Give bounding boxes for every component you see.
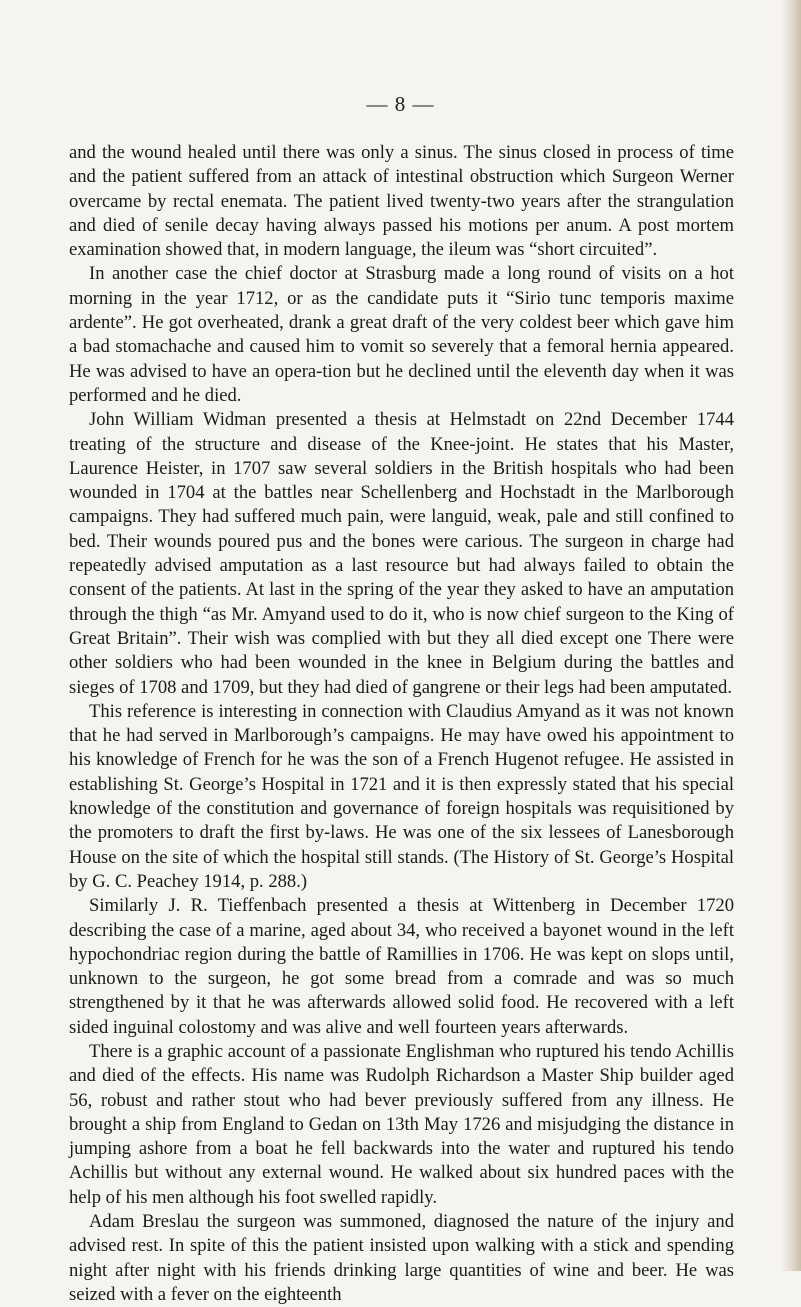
paragraph-6: There is a graphic account of a passionate Englishman who ruptured his tendo Achillis and died of the effects. His name was Rudolph Richardson a Master Ship builder aged 56, robust and rather stout who had bever previously suffered from any illness. He brought a ship from England to Gedan on 13th May 1726 and misjudging the distance in jumping ashore from a boat he fell backwards into the water and ruptured his tendo Achillis but without any external wound. He walked about six hundred paces with the help of his men although his foot swelled rapidly.	[69, 1040, 734, 1208]
page-edge-shadow	[781, 0, 801, 1271]
paragraph-3: John William Widman presented a thesis at Helmstadt on 22nd December 1744 treating of the structure and disease of the Knee-joint. He states that his Master, Laurence Heister, in 1707 saw several soldiers in the British hospitals who had been wounded in 1704 at the battles near Schellenberg and Hochstadt in the Marlborough campaigns. They had suffered much pain, were languid, weak, pale and still confined to bed. Their wounds poured pus and the bones were carious. The surgeon in charge had repeatedly advised amputation as a last resource but had always failed to obtain the consent of the patients. At last in the spring of the year they asked to have an amputation through the thigh “as Mr. Amyand used to do it, who is now chief surgeon to the King of Great Britain”. Their wish was complied with but they all died except one There were other soldiers who had been wounded in the knee in Belgium during the battles and sieges of 1708 and 1709, but they had died of gangrene or their legs had been amputated.	[69, 409, 734, 698]
page-number: — 8 —	[366, 92, 435, 116]
paragraph-5: Similarly J. R. Tieffenbach presented a thesis at Wittenberg in December 1720 describing the case of a marine, aged about 34, who received a bayonet wound in the left hypochondriac region during the battle of Ramillies in 1706. He was kept on slops until, unknown to the surgeon, he got some bread from a comrade and was so much strengthened by it that he was afterwards allowed solid food. He recovered with a left sided inguinal colostomy and was alive and well fourteen years afterwards.	[69, 895, 734, 1038]
paragraph-1: and the wound healed until there was only a sinus. The sinus closed in process of time and the patient suffered from an attack of intestinal obstruction which Surgeon Werner overcame by rectal enemata. The patient lived twenty-two years after the strangulation and died of senile decay having always passed his motions per anum. A post mortem examination showed that, in modern language, the ileum was “short circuited”.	[69, 142, 734, 261]
paragraph-4: This reference is interesting in connection with Claudius Amyand as it was not known that he had served in Marlborough’s campaigns. He may have owed his appointment to his knowledge of French for he was the son of a French Hugenot refugee. He assisted in establishing St. George’s Hospital in 1721 and it is then expressly stated that his special knowledge of the constitution and governance of foreign hospitals was requisitioned by the promoters to draft the first by-laws. He was one of the six lessees of Lanesborough House on the site of which the hospital still stands. (The History of St. George’s Hospital by G. C. Peachey 1914, p. 288.)	[69, 700, 734, 892]
paragraph-2: In another case the chief doctor at Strasburg made a long round of visits on a hot morning in the year 1712, or as the candidate puts it “Sirio tunc temporis maxime ardente”. He got overheated, drank a great draft of the very coldest beer which gave him a bad stomachache and caused him to vomit so severely that a femoral hernia appeared. He was advised to have an opera-tion but he declined until the eleventh day when it was performed and he died.	[69, 263, 734, 406]
body-text	[69, 141, 734, 1307]
paragraph-7: Adam Breslau the surgeon was summoned, diagnosed the nature of the injury and advised rest. In spite of this the patient insisted upon walking with a stick and spending night after night with his friends drinking large quantities of wine and beer. He was seized with a fever on the eighteenth	[69, 1211, 734, 1305]
